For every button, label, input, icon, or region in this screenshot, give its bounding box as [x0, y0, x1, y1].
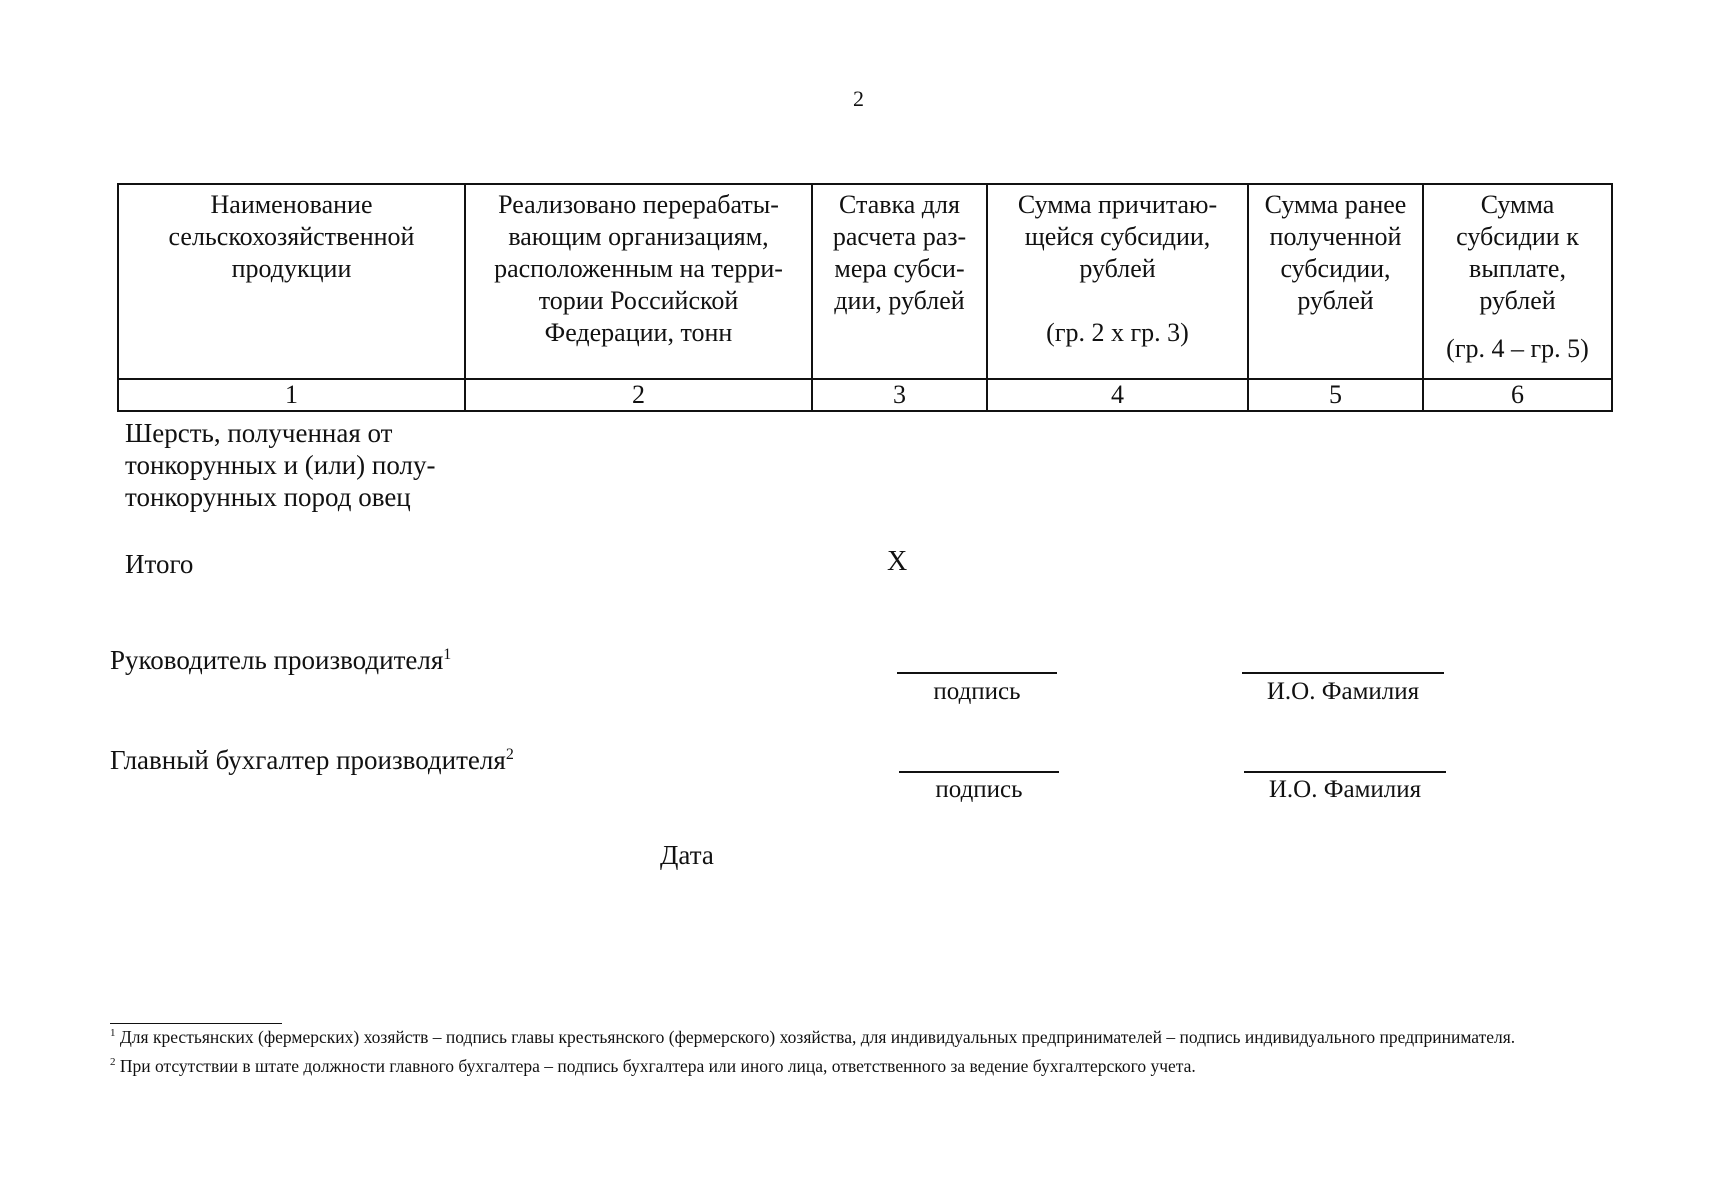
header-text: Сумма причитаю-щейся субсидии, рублей — [1017, 190, 1218, 283]
head-name-line — [1242, 672, 1444, 674]
header-text: Сумма ранее полученной субсидии, рублей — [1264, 190, 1407, 315]
footnote-ref: 2 — [505, 746, 514, 763]
footnote-marker: 1 — [110, 1027, 116, 1039]
total-x-mark: Х — [887, 546, 908, 577]
header-due-subsidy — [987, 184, 1248, 379]
footnote-text: При отсутствии в штате должности главного бухгалтера – подпись бухгалтера или иного лица, ответственного за ведение бухгалтерского учета. — [119, 1055, 1196, 1076]
header-product-name — [118, 184, 465, 379]
header-formula: (гр. 4 – гр. 5) — [1446, 334, 1589, 363]
footnote-marker: 2 — [110, 1055, 116, 1068]
accountant-signature-title — [110, 745, 514, 776]
subsidy-table — [117, 183, 1613, 412]
head-signature-caption: подпись — [933, 678, 1021, 705]
header-rate — [812, 184, 987, 379]
column-number: 2 — [465, 379, 812, 411]
page-number: 2 — [853, 86, 864, 111]
header-text: Сумма субсидии к выплате, рублей — [1456, 190, 1579, 315]
footnote-2 — [110, 1051, 1610, 1078]
column-number: 5 — [1248, 379, 1423, 411]
column-number-row — [118, 379, 1612, 411]
header-payable-subsidy — [1423, 184, 1612, 379]
column-number: 1 — [118, 379, 465, 411]
footnote-1 — [110, 1022, 1610, 1049]
accountant-name-line — [1244, 771, 1446, 773]
product-row-label: Шерсть, полученная от тонкорунных и (или) полу-тонкорунных пород овец — [125, 418, 436, 512]
header-formula: (гр. 2 х гр. 3) — [1046, 318, 1189, 347]
column-number: 3 — [812, 379, 987, 411]
footnote-text: Для крестьянских (фермерских) хозяйств – подпись главы крестьянского (фермерского) хозяйства, для индивидуальных предпринимателей – подпись индивидуального предпринимателя. — [119, 1026, 1516, 1047]
accountant-signature-line — [899, 771, 1059, 773]
header-received-subsidy — [1248, 184, 1423, 379]
table-header-row — [118, 184, 1612, 379]
column-number: 4 — [987, 379, 1248, 411]
head-signature-title — [110, 645, 451, 676]
accountant-signature-caption: подпись — [935, 776, 1023, 803]
column-number: 6 — [1423, 379, 1612, 411]
header-text: Ставка для расчета раз-мера субси-дии, рублей — [832, 190, 967, 315]
total-label: Итого — [125, 549, 194, 579]
footnotes — [110, 1022, 1610, 1078]
header-text: Наименование сельскохозяйственной продукции — [168, 190, 415, 283]
accountant-name-caption: И.О. Фамилия — [1268, 776, 1422, 803]
signature-title-text: Руководитель производителя — [110, 645, 444, 675]
header-text: Реализовано перерабаты-вающим организациям, расположенным на терри-тории Российской Федерации, тонн — [494, 190, 783, 347]
head-name-caption: И.О. Фамилия — [1266, 678, 1420, 705]
footnote-ref: 1 — [443, 646, 452, 663]
head-signature-line — [897, 672, 1057, 674]
header-sold-tonnes — [465, 184, 812, 379]
date-label: Дата — [660, 840, 714, 870]
signature-title-text: Главный бухгалтер производителя — [110, 745, 506, 775]
